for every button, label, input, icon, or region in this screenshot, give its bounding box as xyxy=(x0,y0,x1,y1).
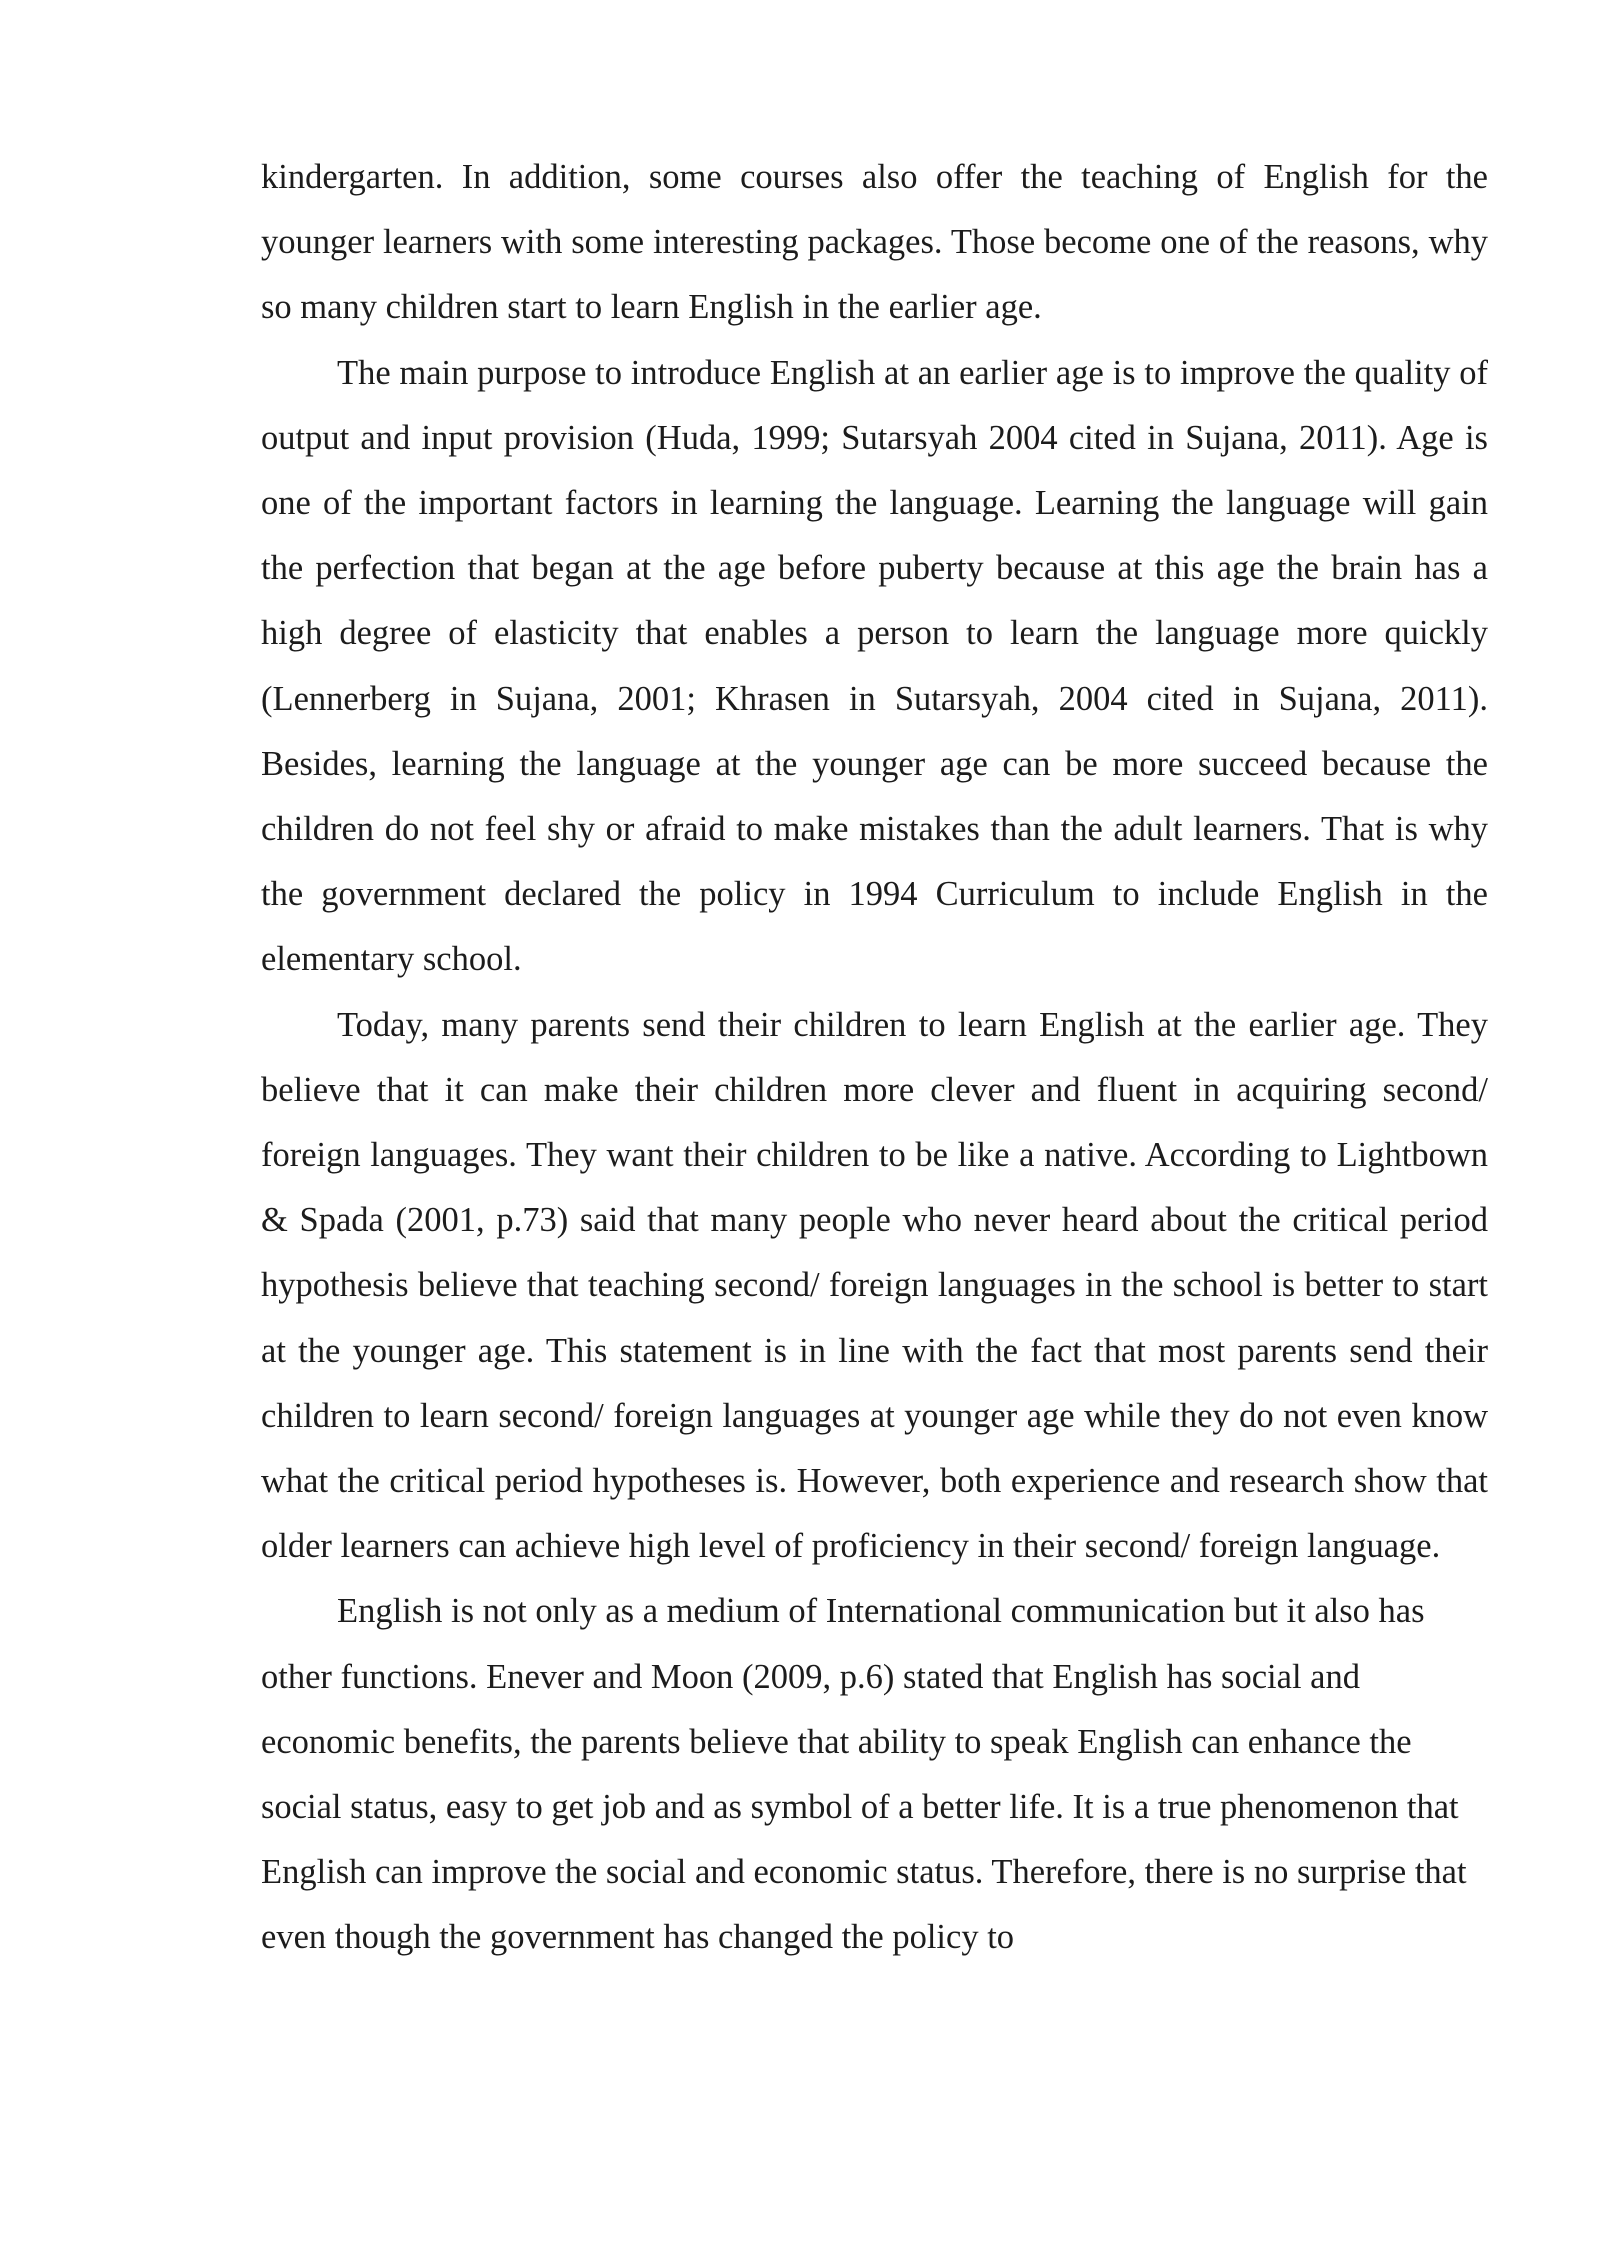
paragraph-purpose: The main purpose to introduce English at an earlier age is to improve the quality of output and input provision (Huda, 1999; Sutarsyah 2004 cited in Sujana, 2011). Age is one of the important factors in learning the language. Learning the language will gain the perfection that began at the age before puberty because at this age the brain has a high degree of elasticity that enables a person to learn the language more quickly (Lennerberg in Sujana, 2001; Khrasen in Sutarsyah, 2004 cited in Sujana, 2011). Besides, learning the language at the younger age can be more succeed because the children do not feel shy or afraid to make mistakes than the adult learners. That is why the government declared the policy in 1994 Curriculum to include English in the elementary school. xyxy=(261,353,1488,979)
paragraph-continuation: kindergarten. In addition, some courses also offer the teaching of English for the younger learners with some interesting packages. Those become one of the reasons, why so many children start to learn English in the earlier age. xyxy=(261,158,1488,327)
paragraph-parents: Today, many parents send their children to learn English at the earlier age. They believe that it can make their children more clever and fluent in acquiring second/ foreign languages. They want their children to be like a native. According to Lightbown & Spada (2001, p.73) said that many people who never heard about the critical period hypothesis believe that teaching second/ foreign languages in the school is better to start at the younger age. This statement is in line with the fact that most parents send their children to learn second/ foreign languages at younger age while they do not even know what the critical period hypotheses is. However, both experience and research show that older learners can achieve high level of proficiency in their second/ foreign language. xyxy=(261,1005,1488,1566)
body-text xyxy=(261,145,1488,1971)
paragraph-functions: English is not only as a medium of International communication but it also has other functions. Enever and Moon (2009, p.6) stated that English has social and economic benefits, the parents believe that ability to speak English can enhance the social status, easy to get job and as symbol of a better life. It is a true phenomenon that English can improve the social and economic status. Therefore, there is no surprise that even though the government has changed the policy to xyxy=(261,1592,1467,1957)
